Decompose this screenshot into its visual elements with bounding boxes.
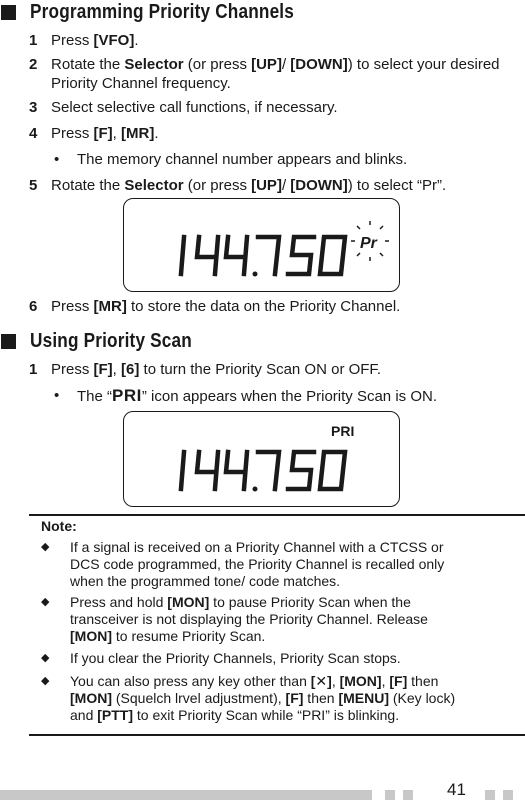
note-label: Note:	[41, 518, 77, 534]
footer-bar	[0, 790, 372, 800]
step-text: Rotate the Selector (or press [UP]/ [DOWN]) to select “Pr”.	[51, 177, 447, 194]
footer-bar-segment	[485, 790, 495, 800]
step-number: 4	[29, 125, 38, 142]
pri-icon: PRI	[112, 386, 142, 405]
lcd-display-pri	[123, 411, 400, 507]
step-number: 1	[29, 32, 38, 49]
svg-text:PRI: PRI	[331, 423, 355, 439]
diamond-icon: ◆	[41, 541, 50, 553]
lcd-display-pr	[123, 198, 400, 292]
bullet-dot: •	[54, 387, 60, 404]
page-number: 41	[447, 780, 466, 799]
note-box: Note: ◆ If a signal is received on a Priority Channel with a CTCSS or DCS code programmed, the Priority Channel is recalled only when the programmed tone/ code matches. ◆ Press and hold [MON] to pause Priority Scan when the transceiver is not displaying the Priority Channel. Release [MON] to resume Priority Scan. ◆ If you clear the Priority Channels, Priority Scan stops. ◆ You can also press any key other than [✕], [MON], [F] then [MON] (Squelch lrvel adjustment), [F] then [MENU] (Key lock) and [PTT] to exit Priority Scan while “PRI” is blinking.	[29, 514, 525, 736]
footer-bar-segment	[403, 790, 413, 800]
bullet-text: The “PRI” icon appears when the Priority Scan is ON.	[77, 386, 437, 405]
lcd-frequency-digits	[124, 412, 399, 506]
section-heading-priority-scan	[0, 329, 218, 353]
heading-square-icon	[1, 5, 16, 20]
step-number: 3	[29, 99, 38, 116]
section-title: Programming Priority Channels	[30, 0, 295, 23]
step-number: 1	[29, 361, 38, 378]
diamond-icon: ◆	[41, 652, 50, 664]
heading-square-icon	[1, 334, 16, 349]
footer-bar-segment	[385, 790, 395, 800]
footer-bar-segment	[503, 790, 513, 800]
step-text: Press [F], [MR].	[51, 125, 159, 142]
step-number: 6	[29, 298, 38, 315]
diamond-icon: ◆	[41, 596, 50, 608]
section-title: Using Priority Scan	[30, 329, 192, 352]
step-text: Press [VFO].	[51, 32, 139, 49]
bullet-text: The memory channel number appears and blinks.	[77, 151, 408, 168]
bullet-dot: •	[54, 151, 60, 168]
diamond-icon: ◆	[41, 675, 50, 687]
step-text: Rotate the Selector (or press [UP]/ [DOWN]) to select your desired Priority Channel frequency.	[51, 56, 500, 92]
step-number: 2	[29, 56, 38, 73]
svg-text:Pr: Pr	[360, 235, 377, 252]
step-text: Press [F], [6] to turn the Priority Scan ON or OFF.	[51, 361, 382, 378]
step-text: Select selective call functions, if necessary.	[51, 99, 338, 116]
step-text: Press [MR] to store the data on the Priority Channel.	[51, 298, 401, 315]
step-number: 5	[29, 177, 38, 194]
section-heading-programming	[0, 0, 337, 24]
lcd-frequency-digits	[124, 199, 399, 291]
